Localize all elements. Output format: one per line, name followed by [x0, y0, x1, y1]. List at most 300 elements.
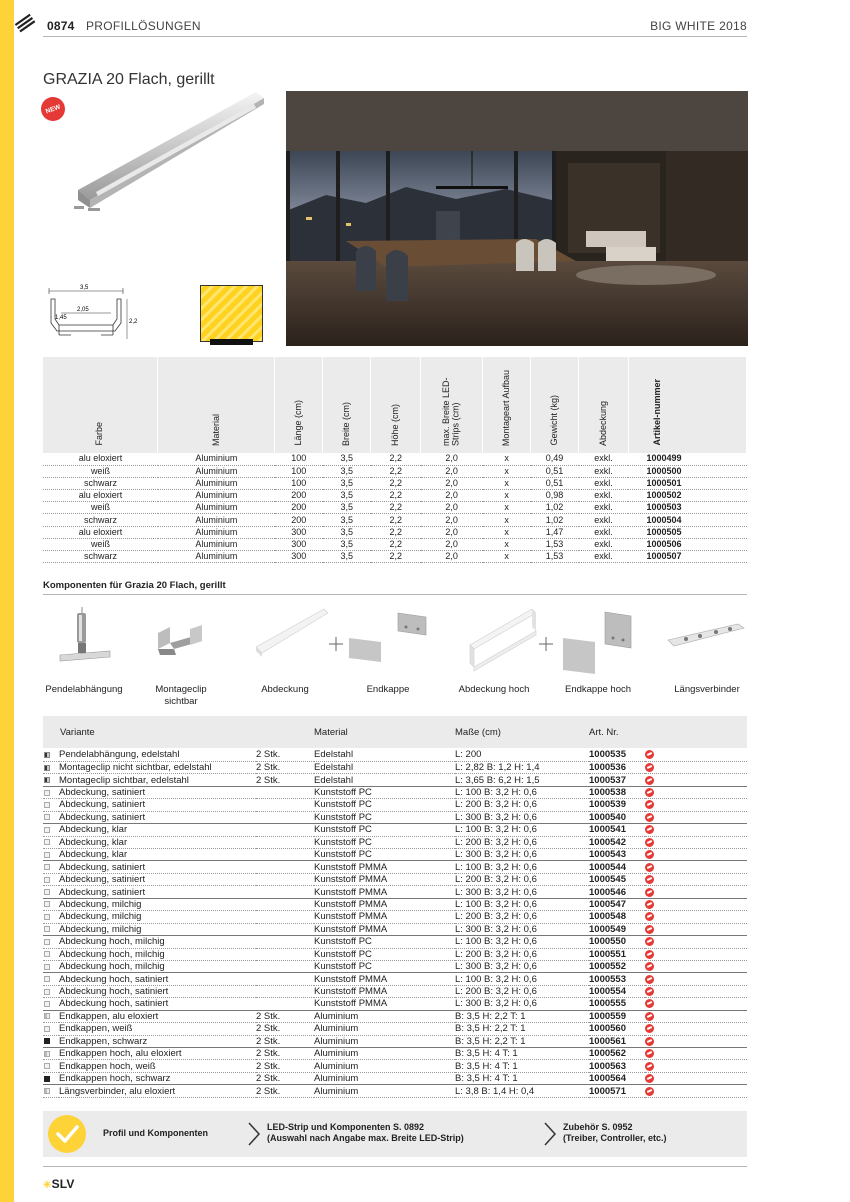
- color-swatch-icon: [44, 790, 50, 796]
- spec-cell: x: [483, 538, 531, 550]
- spec-cell: 2,0: [421, 465, 483, 477]
- compatible-icon: [645, 975, 654, 984]
- color-swatch-icon: [44, 877, 50, 883]
- variant-material: Kunststoff PMMA: [314, 873, 455, 885]
- variant-size: L: 200: [455, 749, 589, 761]
- end-cap-icon: [396, 611, 428, 637]
- variant-name: Abdeckung, satiniert: [59, 873, 256, 885]
- spec-cell: Aluminium: [158, 514, 275, 526]
- color-swatch-icon: [44, 802, 50, 808]
- compatible-icon: [645, 925, 654, 934]
- variant-row: [43, 836, 747, 848]
- brand-name: SLV: [51, 1177, 75, 1191]
- variant-name: Abdeckung hoch, milchig: [59, 936, 256, 948]
- variant-name: Abdeckung, milchig: [59, 898, 256, 910]
- variant-art-nr: 1000543: [589, 849, 645, 861]
- variant-material: Kunststoff PMMA: [314, 886, 455, 898]
- color-swatch-icon: [44, 777, 50, 783]
- variant-name: Endkappen, alu eloxiert: [59, 1010, 256, 1022]
- color-swatch-icon: [44, 827, 50, 833]
- spec-row: [43, 490, 747, 502]
- compatible-icon: [645, 999, 654, 1008]
- variant-qty: 2 Stk.: [256, 774, 314, 786]
- variant-qty: 2 Stk.: [256, 749, 314, 761]
- variant-name: Abdeckung hoch, satiniert: [59, 998, 256, 1010]
- compatible-icon: [645, 850, 654, 859]
- color-swatch-icon: [44, 752, 50, 758]
- spec-cell: 3,5: [323, 465, 371, 477]
- compatible-icon: [645, 912, 654, 921]
- color-swatch-icon: [44, 839, 50, 845]
- variant-row: [43, 960, 747, 972]
- variant-art-nr: 1000537: [589, 774, 645, 786]
- spec-cell: 1000507: [628, 551, 746, 563]
- spec-cell: 1000506: [628, 538, 746, 550]
- variant-row: [43, 849, 747, 861]
- info-box: [43, 1111, 747, 1157]
- variant-name: Abdeckung, milchig: [59, 923, 256, 935]
- variant-size: B: 3,5 H: 4 T: 1: [455, 1060, 589, 1072]
- spec-cell: 300: [275, 551, 323, 563]
- spec-cell: 200: [275, 514, 323, 526]
- variant-art-nr: 1000547: [589, 898, 645, 910]
- spec-cell: 2,2: [371, 514, 421, 526]
- variant-size: L: 100 B: 3,2 H: 0,6: [455, 861, 589, 873]
- variant-row: [43, 898, 747, 910]
- info-accessory-line2: (Treiber, Controller, etc.): [563, 1133, 667, 1143]
- chevron-right-icon: [247, 1121, 261, 1147]
- variant-qty: [256, 973, 314, 985]
- spec-cell: weiß: [43, 538, 158, 550]
- variant-material: Kunststoff PC: [314, 849, 455, 861]
- catalog-title: BIG WHITE 2018: [650, 19, 747, 33]
- spec-cell: exkl.: [579, 538, 629, 550]
- variant-row: [43, 774, 747, 786]
- color-swatch-icon: [44, 964, 50, 970]
- end-cap-high-icon: [603, 610, 633, 650]
- color-swatch-icon: [44, 1088, 50, 1094]
- variant-row: [43, 799, 747, 811]
- compatible-icon: [645, 1062, 654, 1071]
- variant-name: Endkappen, schwarz: [59, 1035, 256, 1047]
- compatible-icon: [645, 1074, 654, 1083]
- spec-cell: 2,2: [371, 453, 421, 465]
- variant-qty: [256, 849, 314, 861]
- variant-size: L: 300 B: 3,2 H: 0,6: [455, 923, 589, 935]
- spec-cell: 2,0: [421, 490, 483, 502]
- spec-cell: 2,2: [371, 477, 421, 489]
- chevron-right-icon-2: [543, 1121, 557, 1147]
- spec-cell: 1000499: [628, 453, 746, 465]
- spec-cell: Aluminium: [158, 538, 275, 550]
- compatible-icon: [645, 863, 654, 872]
- spec-cell: 1,02: [531, 514, 579, 526]
- variant-art-nr: 1000552: [589, 960, 645, 972]
- variant-row: [43, 811, 747, 823]
- brand-logo: [43, 1177, 75, 1191]
- spec-cell: 0,51: [531, 477, 579, 489]
- spec-cell: exkl.: [579, 453, 629, 465]
- dim-lip: 1,45: [55, 315, 67, 321]
- yellow-side-bar: [0, 0, 14, 1202]
- compatible-icon: [645, 1012, 654, 1021]
- variant-material: Kunststoff PC: [314, 960, 455, 972]
- spec-cell: 1,53: [531, 538, 579, 550]
- variant-size: L: 300 B: 3,2 H: 0,6: [455, 998, 589, 1010]
- spec-cell: Aluminium: [158, 465, 275, 477]
- end-cap-high-grey-icon: [561, 636, 597, 676]
- variant-size: L: 100 B: 3,2 H: 0,6: [455, 898, 589, 910]
- variant-size: L: 300 B: 3,2 H: 0,6: [455, 849, 589, 861]
- spec-header-material: Material: [210, 413, 221, 446]
- variant-name: Abdeckung, klar: [59, 836, 256, 848]
- variant-art-nr: 1000545: [589, 873, 645, 885]
- variant-size: L: 100 B: 3,2 H: 0,6: [455, 936, 589, 948]
- component-label-endkappe-hoch: Endkappe hoch: [564, 684, 632, 695]
- variant-row: [43, 936, 747, 948]
- variant-header-art-nr: Art. Nr.: [589, 727, 619, 738]
- variant-name: Endkappen, weiß: [59, 1023, 256, 1035]
- variant-name: Längsverbinder, alu eloxiert: [59, 1085, 256, 1097]
- component-label-pendelabhaengung: Pendelabhängung: [45, 684, 123, 695]
- components-divider: [43, 594, 747, 595]
- variant-art-nr: 1000546: [589, 886, 645, 898]
- variant-art-nr: 1000551: [589, 948, 645, 960]
- variant-art-nr: 1000540: [589, 811, 645, 823]
- spec-cell: 2,0: [421, 477, 483, 489]
- pendant-suspension-icon: [52, 607, 112, 669]
- profile-product-image: [66, 90, 266, 216]
- variant-size: L: 200 B: 3,2 H: 0,6: [455, 873, 589, 885]
- variant-qty: [256, 948, 314, 960]
- spec-row: [43, 453, 747, 465]
- variant-size: L: 100 B: 3,2 H: 0,6: [455, 824, 589, 836]
- spec-cell: 1000504: [628, 514, 746, 526]
- spec-cell: exkl.: [579, 526, 629, 538]
- spec-cell: x: [483, 526, 531, 538]
- variant-row: [43, 1035, 747, 1047]
- variant-material: Kunststoff PC: [314, 948, 455, 960]
- variant-header-material: Material: [314, 727, 348, 738]
- spec-cell: 1,02: [531, 502, 579, 514]
- variant-size: B: 3,5 H: 4 T: 1: [455, 1048, 589, 1060]
- color-swatch-icon: [44, 939, 50, 945]
- spec-cell: weiß: [43, 502, 158, 514]
- spec-cell: exkl.: [579, 477, 629, 489]
- variant-qty: 2 Stk.: [256, 1048, 314, 1060]
- variant-row: [43, 1010, 747, 1022]
- variant-qty: [256, 786, 314, 798]
- variant-qty: [256, 799, 314, 811]
- spec-cell: Aluminium: [158, 453, 275, 465]
- variant-row: [43, 1085, 747, 1097]
- compatible-icon: [645, 987, 654, 996]
- variant-material: Aluminium: [314, 1010, 455, 1022]
- interior-photo: [286, 91, 748, 346]
- variant-material: Kunststoff PMMA: [314, 923, 455, 935]
- spec-cell: 2,0: [421, 551, 483, 563]
- variant-table: [43, 749, 747, 1098]
- spec-cell: 1000502: [628, 490, 746, 502]
- variant-material: Aluminium: [314, 1035, 455, 1047]
- spec-cell: 1,53: [531, 551, 579, 563]
- color-swatch-icon: [44, 926, 50, 932]
- variant-material: Kunststoff PMMA: [314, 973, 455, 985]
- variant-qty: [256, 886, 314, 898]
- spec-cell: 300: [275, 538, 323, 550]
- compatible-icon: [645, 937, 654, 946]
- variant-row: [43, 1060, 747, 1072]
- variant-row: [43, 786, 747, 798]
- variant-name: Abdeckung, satiniert: [59, 786, 256, 798]
- slv-corner-logo-icon: [14, 12, 36, 34]
- product-spec-table: [43, 357, 747, 563]
- compatible-icon: [645, 900, 654, 909]
- variant-row: [43, 886, 747, 898]
- variant-art-nr: 1000571: [589, 1085, 645, 1097]
- compatible-icon: [645, 1037, 654, 1046]
- spec-cell: 1,47: [531, 526, 579, 538]
- variant-header-variante: Variante: [60, 727, 95, 738]
- compatible-icon: [645, 888, 654, 897]
- variant-art-nr: 1000541: [589, 824, 645, 836]
- spec-header-laenge: Länge (cm): [293, 400, 304, 446]
- variant-size: B: 3,5 H: 4 T: 1: [455, 1072, 589, 1084]
- spec-cell: 0,51: [531, 465, 579, 477]
- info-accessory-line1: Zubehör S. 0952: [563, 1122, 633, 1132]
- compatible-icon: [645, 788, 654, 797]
- compatible-icon: [645, 825, 654, 834]
- variant-name: Endkappen hoch, schwarz: [59, 1072, 256, 1084]
- variant-qty: [256, 898, 314, 910]
- color-swatch-icon: [44, 901, 50, 907]
- longitudinal-connector-icon: [666, 620, 746, 650]
- spec-cell: x: [483, 453, 531, 465]
- spec-cell: alu eloxiert: [43, 490, 158, 502]
- variant-size: B: 3,5 H: 2,2 T: 1: [455, 1010, 589, 1022]
- variant-material: Kunststoff PC: [314, 786, 455, 798]
- variant-row: [43, 861, 747, 873]
- variant-art-nr: 1000553: [589, 973, 645, 985]
- spec-cell: 3,5: [323, 502, 371, 514]
- spec-cell: x: [483, 502, 531, 514]
- color-swatch-icon: [44, 1013, 50, 1019]
- variant-name: Abdeckung, satiniert: [59, 886, 256, 898]
- spec-cell: Aluminium: [158, 490, 275, 502]
- variant-qty: [256, 836, 314, 848]
- variant-material: Edelstahl: [314, 774, 455, 786]
- component-label-laengsverbinder: Längsverbinder: [674, 684, 740, 695]
- product-title: GRAZIA 20 Flach, gerillt: [43, 71, 215, 88]
- spec-header-abdeckung: Abdeckung: [597, 400, 608, 446]
- color-swatch-icon: [44, 1063, 50, 1069]
- variant-qty: 2 Stk.: [256, 1072, 314, 1084]
- dim-width: 3,5: [80, 285, 89, 291]
- variant-material: Kunststoff PMMA: [314, 898, 455, 910]
- variant-material: Edelstahl: [314, 761, 455, 773]
- color-swatch-icon: [44, 1038, 50, 1044]
- spec-row: [43, 477, 747, 489]
- variant-material: Kunststoff PC: [314, 811, 455, 823]
- variant-size: L: 2,82 B: 1,2 H: 1,4: [455, 761, 589, 773]
- variant-art-nr: 1000539: [589, 799, 645, 811]
- variant-name: Abdeckung, milchig: [59, 911, 256, 923]
- variant-art-nr: 1000535: [589, 749, 645, 761]
- component-label-abdeckung-hoch: Abdeckung hoch: [458, 684, 530, 695]
- variant-qty: [256, 861, 314, 873]
- variant-name: Abdeckung hoch, satiniert: [59, 985, 256, 997]
- spec-cell: 3,5: [323, 453, 371, 465]
- variant-row: [43, 761, 747, 773]
- spec-cell: exkl.: [579, 490, 629, 502]
- variant-name: Abdeckung, satiniert: [59, 799, 256, 811]
- variant-art-nr: 1000549: [589, 923, 645, 935]
- variant-size: L: 3,65 B: 6,2 H: 1,5: [455, 774, 589, 786]
- variant-qty: [256, 998, 314, 1010]
- variant-name: Montageclip sichtbar, edelstahl: [59, 774, 256, 786]
- variant-size: L: 300 B: 3,2 H: 0,6: [455, 960, 589, 972]
- info-profile-components: Profil und Komponenten: [103, 1128, 208, 1138]
- cover-high-icon: [466, 605, 540, 673]
- spec-row: [43, 514, 747, 526]
- spec-cell: Aluminium: [158, 526, 275, 538]
- compatible-icon: [645, 763, 654, 772]
- variant-name: Abdeckung, klar: [59, 849, 256, 861]
- spec-cell: 3,5: [323, 538, 371, 550]
- variant-row: [43, 1048, 747, 1060]
- info-led-strip-line1: LED-Strip und Komponenten S. 0892: [267, 1122, 425, 1132]
- variant-qty: 2 Stk.: [256, 761, 314, 773]
- spec-cell: 100: [275, 465, 323, 477]
- variant-material: Kunststoff PC: [314, 799, 455, 811]
- variant-qty: 2 Stk.: [256, 1060, 314, 1072]
- variant-qty: [256, 824, 314, 836]
- color-swatch-icon: [44, 1076, 50, 1082]
- variant-header-masse: Maße (cm): [455, 727, 501, 738]
- variant-table-header: [43, 716, 747, 748]
- compatible-icon: [645, 1087, 654, 1096]
- variant-qty: 2 Stk.: [256, 1085, 314, 1097]
- spec-cell: 3,5: [323, 551, 371, 563]
- spec-cell: 1000505: [628, 526, 746, 538]
- spec-cell: 2,2: [371, 551, 421, 563]
- variant-material: Aluminium: [314, 1048, 455, 1060]
- component-label-endkappe: Endkappe: [366, 684, 410, 695]
- variant-qty: [256, 873, 314, 885]
- dim-inner: 2,05: [77, 307, 89, 313]
- variant-row: [43, 1072, 747, 1084]
- variant-material: Kunststoff PMMA: [314, 861, 455, 873]
- variant-art-nr: 1000564: [589, 1072, 645, 1084]
- spec-cell: 3,5: [323, 477, 371, 489]
- color-swatch-icon: [44, 1051, 50, 1057]
- spec-cell: Aluminium: [158, 477, 275, 489]
- compatible-icon: [645, 1049, 654, 1058]
- variant-row: [43, 824, 747, 836]
- variant-name: Montageclip nicht sichtbar, edelstahl: [59, 761, 256, 773]
- compatible-icon: [645, 950, 654, 959]
- compatible-icon: [645, 750, 654, 759]
- variant-name: Abdeckung hoch, milchig: [59, 960, 256, 972]
- variant-material: Kunststoff PC: [314, 836, 455, 848]
- variant-size: L: 3,8 B: 1,4 H: 0,4: [455, 1085, 589, 1097]
- mounting-clip-icon: [154, 623, 206, 657]
- variant-material: Aluminium: [314, 1085, 455, 1097]
- variant-row: [43, 873, 747, 885]
- color-swatch-icon: [44, 814, 50, 820]
- spec-cell: 0,98: [531, 490, 579, 502]
- spec-header-breite: Breite (cm): [341, 401, 352, 446]
- compatible-icon: [645, 800, 654, 809]
- spec-header-artikelnummer: Artikel-nummer: [651, 379, 662, 446]
- color-swatch-icon: [44, 852, 50, 858]
- spec-cell: alu eloxiert: [43, 453, 158, 465]
- variant-qty: [256, 960, 314, 972]
- variant-size: L: 100 B: 3,2 H: 0,6: [455, 973, 589, 985]
- variant-art-nr: 1000560: [589, 1023, 645, 1035]
- variant-qty: [256, 936, 314, 948]
- variant-qty: [256, 985, 314, 997]
- components-title: Komponenten für Grazia 20 Flach, gerillt: [43, 580, 226, 591]
- variant-name: Endkappen hoch, weiß: [59, 1060, 256, 1072]
- variant-name: Pendelabhängung, edelstahl: [59, 749, 256, 761]
- color-swatch-icon: [44, 989, 50, 995]
- variant-art-nr: 1000554: [589, 985, 645, 997]
- spec-cell: 2,2: [371, 502, 421, 514]
- plus-icon: [328, 636, 344, 652]
- compatible-icon: [645, 1024, 654, 1033]
- spec-cell: weiß: [43, 465, 158, 477]
- dim-height: 2,2: [129, 319, 138, 325]
- variant-qty: [256, 911, 314, 923]
- spec-cell: 3,5: [323, 526, 371, 538]
- compatible-icon: [645, 838, 654, 847]
- variant-qty: 2 Stk.: [256, 1010, 314, 1022]
- variant-material: Aluminium: [314, 1060, 455, 1072]
- end-cap-grey-icon: [347, 636, 383, 664]
- variant-art-nr: 1000562: [589, 1048, 645, 1060]
- compatible-icon: [645, 875, 654, 884]
- spec-header-gewicht: Gewicht (kg): [548, 395, 559, 446]
- spec-cell: x: [483, 514, 531, 526]
- variant-qty: 2 Stk.: [256, 1035, 314, 1047]
- spec-cell: 2,2: [371, 526, 421, 538]
- variant-size: L: 200 B: 3,2 H: 0,6: [455, 836, 589, 848]
- spec-cell: x: [483, 490, 531, 502]
- variant-qty: 2 Stk.: [256, 1023, 314, 1035]
- brand-spark-icon: ✳: [43, 1180, 52, 1191]
- component-label-abdeckung: Abdeckung: [261, 684, 309, 695]
- spec-cell: schwarz: [43, 514, 158, 526]
- spec-cell: 2,2: [371, 465, 421, 477]
- variant-name: Abdeckung, klar: [59, 824, 256, 836]
- variant-size: L: 300 B: 3,2 H: 0,6: [455, 811, 589, 823]
- info-led-strip-line2: (Auswahl nach Angabe max. Breite LED-Strip): [267, 1133, 464, 1143]
- variant-material: Aluminium: [314, 1072, 455, 1084]
- variant-size: L: 200 B: 3,2 H: 0,6: [455, 948, 589, 960]
- component-label-montageclip: Montageclip sichtbar: [155, 684, 207, 707]
- variant-row: [43, 973, 747, 985]
- spec-cell: 2,0: [421, 538, 483, 550]
- spec-cell: alu eloxiert: [43, 526, 158, 538]
- variant-row: [43, 749, 747, 761]
- spec-cell: 3,5: [323, 514, 371, 526]
- spec-cell: x: [483, 477, 531, 489]
- spec-cell: 2,0: [421, 502, 483, 514]
- color-swatch-icon: [44, 1026, 50, 1032]
- spec-cell: 100: [275, 477, 323, 489]
- color-swatch-icon: [44, 951, 50, 957]
